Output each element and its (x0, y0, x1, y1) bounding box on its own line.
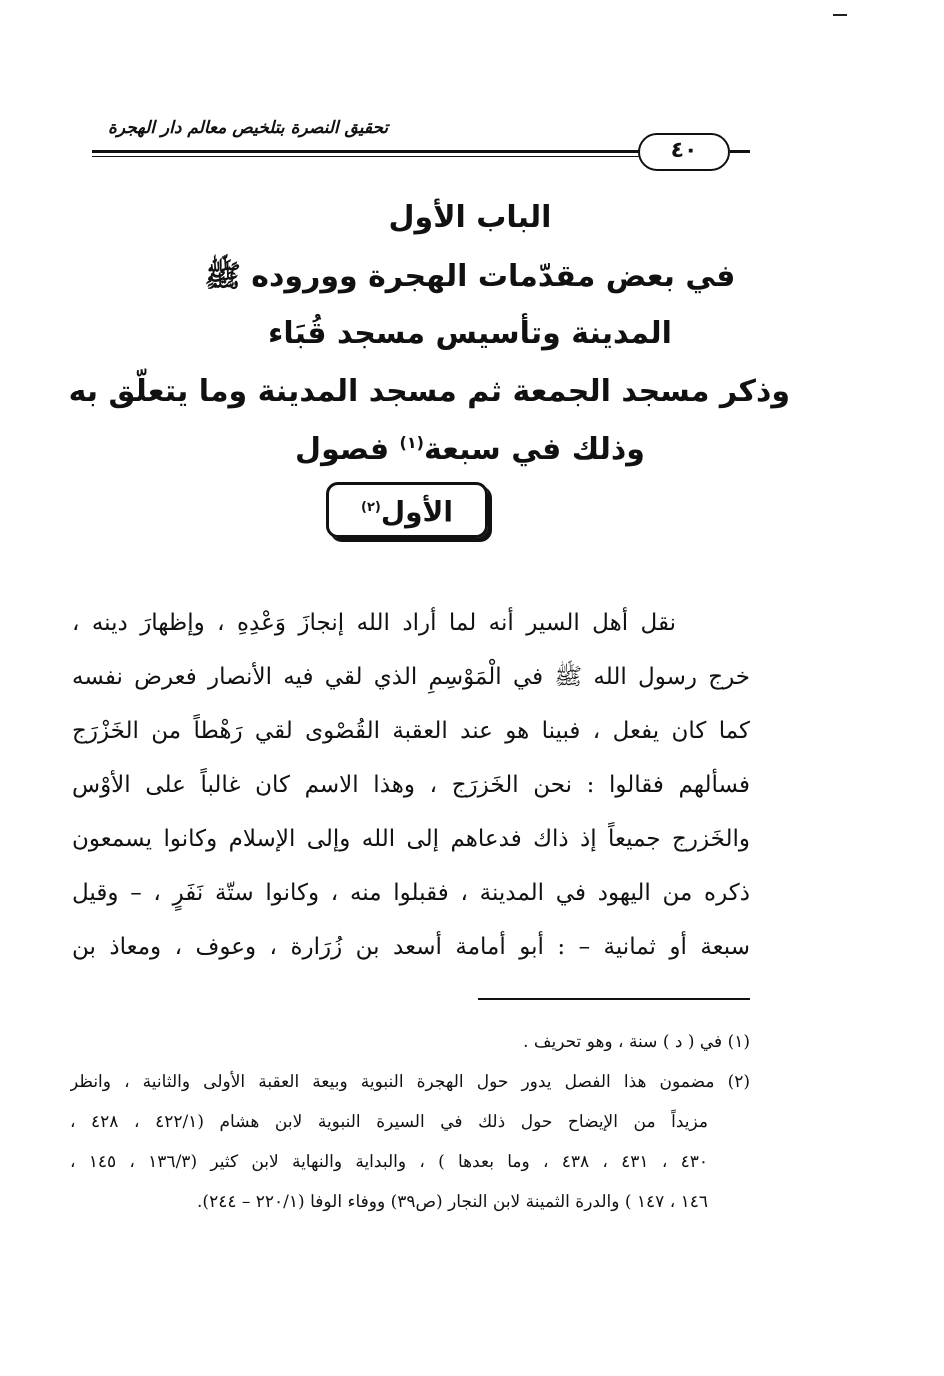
footnote-ref-2: (٢) (361, 500, 381, 515)
chapter-subtitle-line-3: وذكر مسجد الجمعة ثم مسجد المدينة وما يتعلّق به (68, 374, 790, 409)
footnote-2-line: (٢) مضمون هذا الفصل يدور حول الهجرة النبوية وبيعة العقبة الأولى والثانية ، وانظر (70, 1072, 750, 1092)
page-number: ٤٠ (638, 133, 730, 171)
corner-mark (833, 14, 847, 16)
chapter-subtitle-line-1: في بعض مقدّمات الهجرة ووروده ﷺ (204, 259, 736, 294)
header-rule (92, 150, 640, 153)
body-line: والخَزرج جميعاً إذ ذاك فدعاهم إلى الله وإلى الإسلام وكانوا يسمعون (72, 826, 750, 852)
body-line: ذكره من اليهود في المدينة ، فقبلوا منه ، وكانوا ستّة نَفَرٍ ، – وقيل (72, 880, 750, 906)
body-line: نقل أهل السير أنه لما أراد الله إنجازَ وَعْدِهِ ، وإظهارَ دينه ، (72, 610, 676, 636)
footnote-2-line: ١٤٦ ، ١٤٧ ) والدرة الثمينة لابن النجار (ص٣٩) ووفاء الوفا (٢٢٠/١ – ٢٤٤). (197, 1192, 708, 1212)
footnote-separator (478, 998, 750, 1000)
chapter-line5-start: وذلك في سبعة (423, 432, 645, 467)
footnotes (70, 1022, 750, 1222)
footnote-2-line: مزيداً من الإيضاح حول ذلك في السيرة النبوية لابن هشام (٤٢٢/١ ، ٤٢٨ ، (70, 1112, 708, 1132)
footnote-2-line: ٤٣٠ ، ٤٣١ ، ٤٣٨ ، وما بعدها ) ، والبداية والنهاية لابن كثير (١٣٦/٣ ، ١٤٥ ، (70, 1152, 708, 1172)
body-paragraph (72, 596, 750, 974)
chapter-subtitle-line-4 (150, 432, 790, 467)
body-line: كما كان يفعل ، فبينا هو عند العقبة القُصْوى لقي رَهْطاً من الخَزْرَج (72, 718, 750, 744)
running-header: تحقيق النصرة بتلخيص معالم دار الهجرة (108, 118, 389, 138)
section-heading-box (326, 482, 488, 538)
section-label: الأول (380, 495, 453, 529)
chapter-line5-end: فصول (295, 432, 400, 467)
chapter-subtitle-line-2: المدينة وتأسيس مسجد قُبَاء (268, 316, 672, 351)
header-rule-thin (92, 156, 640, 157)
body-line: خرج رسول الله ﷺ في الْمَوْسِمِ الذي لقي فيه الأنصار فعرض نفسه (72, 664, 750, 690)
body-line: سبعة أو ثمانية – : أبو أمامة أسعد بن زُرَارة ، وعوف ، ومعاذ بن (72, 934, 750, 960)
page-number-tail (730, 150, 750, 153)
footnote-ref-1: (١) (399, 433, 424, 452)
chapter-title: الباب الأول (388, 200, 552, 235)
footnote-1: (١) في ( د ) سنة ، وهو تحريف . (523, 1032, 750, 1052)
body-line: فسألهم فقالوا : نحن الخَزرَج ، وهذا الاسم كان غالباً على الأوْس (72, 772, 750, 798)
